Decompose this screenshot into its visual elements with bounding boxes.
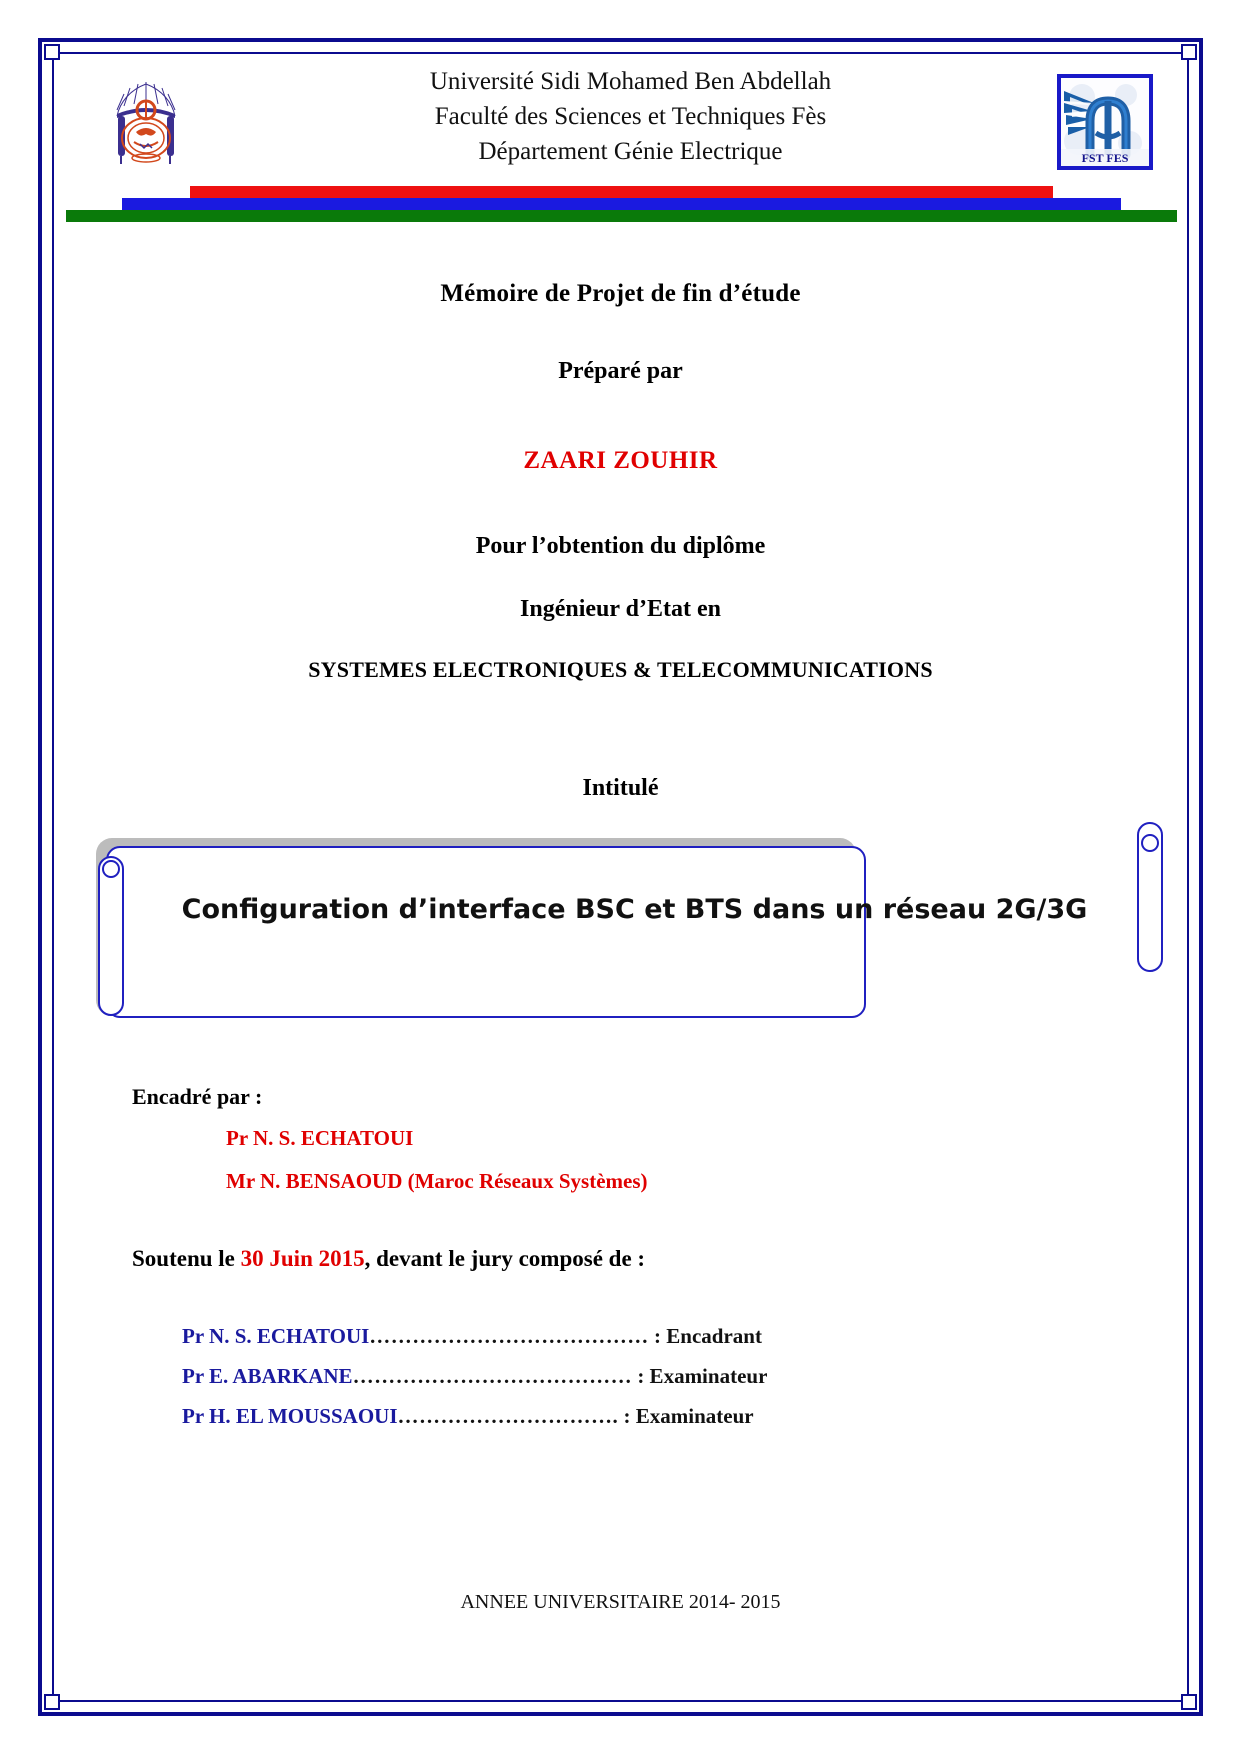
page-content <box>60 58 1181 1696</box>
institution-titles <box>250 64 1011 169</box>
jury-role: : Examinateur <box>637 1364 768 1388</box>
scroll-curl-right-spiral <box>1141 834 1159 852</box>
document-type-heading: Mémoire de Projet de fin d’étude <box>440 280 801 307</box>
corner-ornament-top-right <box>1181 44 1197 60</box>
jury-dots: …………………………. <box>397 1404 619 1428</box>
corner-ornament-bottom-right <box>1181 1694 1197 1710</box>
supervisor-1: Pr N. S. ECHATOUI <box>226 1126 414 1150</box>
jury-member-row <box>182 1316 1181 1356</box>
jury-role: : Encadrant <box>654 1324 762 1348</box>
prepared-by-label: Préparé par <box>558 358 683 384</box>
faculty-name: Faculté des Sciences et Techniques Fès <box>434 103 827 130</box>
jury-list <box>182 1316 1181 1436</box>
jury-title: Pr <box>182 1404 204 1428</box>
defense-prefix: Soutenu le <box>132 1246 241 1271</box>
page-header <box>60 58 1181 180</box>
usmba-emblem-icon <box>100 72 192 172</box>
diploma-purpose-line: Pour l’obtention du diplôme <box>475 533 766 559</box>
jury-dots: ………………………………… <box>369 1324 649 1348</box>
fst-fes-logo-caption: FST FES <box>1081 151 1129 165</box>
thesis-title: Configuration d’interface BSC et BTS dans un réseau 2G/3G <box>181 894 1088 925</box>
jury-title: Pr <box>182 1364 204 1388</box>
supervision-label: Encadré par : <box>132 1084 263 1109</box>
thesis-title-scroll <box>84 830 1157 1026</box>
cover-main-text <box>60 280 1181 802</box>
defense-date: 30 Juin 2015 <box>240 1246 365 1271</box>
divider-bar-green <box>66 210 1177 222</box>
specialization-line: SYSTEMES ELECTRONIQUES & TELECOMMUNICATIONS <box>308 657 933 682</box>
jury-name: E. ABARKANE <box>209 1364 353 1388</box>
title-label: Intitulé <box>582 775 659 801</box>
jury-title: Pr <box>182 1324 204 1348</box>
university-name: Université Sidi Mohamed Ben Abdellah <box>429 68 832 95</box>
scroll-curl-left-spiral <box>102 860 120 878</box>
scroll-body <box>106 846 866 1018</box>
divider-bar-red <box>190 186 1053 198</box>
student-name: ZAARI ZOUHIR <box>523 447 718 474</box>
department-name: Département Génie Electrique <box>478 138 783 165</box>
defense-suffix: , devant le jury composé de : <box>364 1246 646 1271</box>
fst-fes-logo-icon <box>1057 74 1153 170</box>
jury-name: H. EL MOUSSAOUI <box>209 1404 398 1428</box>
supervisor-2: Mr N. BENSAOUD (Maroc Réseaux Systèmes) <box>226 1169 648 1193</box>
scroll-curl-left <box>98 856 124 1016</box>
jury-member-row <box>182 1396 1181 1436</box>
defense-line <box>132 1246 1181 1272</box>
degree-line: Ingénieur d’Etat en <box>520 596 721 622</box>
divider-bar-blue <box>122 198 1121 210</box>
jury-role: : Examinateur <box>623 1404 754 1428</box>
jury-name: N. S. ECHATOUI <box>209 1324 370 1348</box>
tricolor-divider <box>60 184 1181 224</box>
jury-dots: ………………………………… <box>352 1364 633 1388</box>
jury-member-row <box>182 1356 1181 1396</box>
corner-ornament-bottom-left <box>44 1694 60 1710</box>
corner-ornament-top-left <box>44 44 60 60</box>
academic-year-footer: ANNEE UNIVERSITAIRE 2014- 2015 <box>460 1591 781 1613</box>
